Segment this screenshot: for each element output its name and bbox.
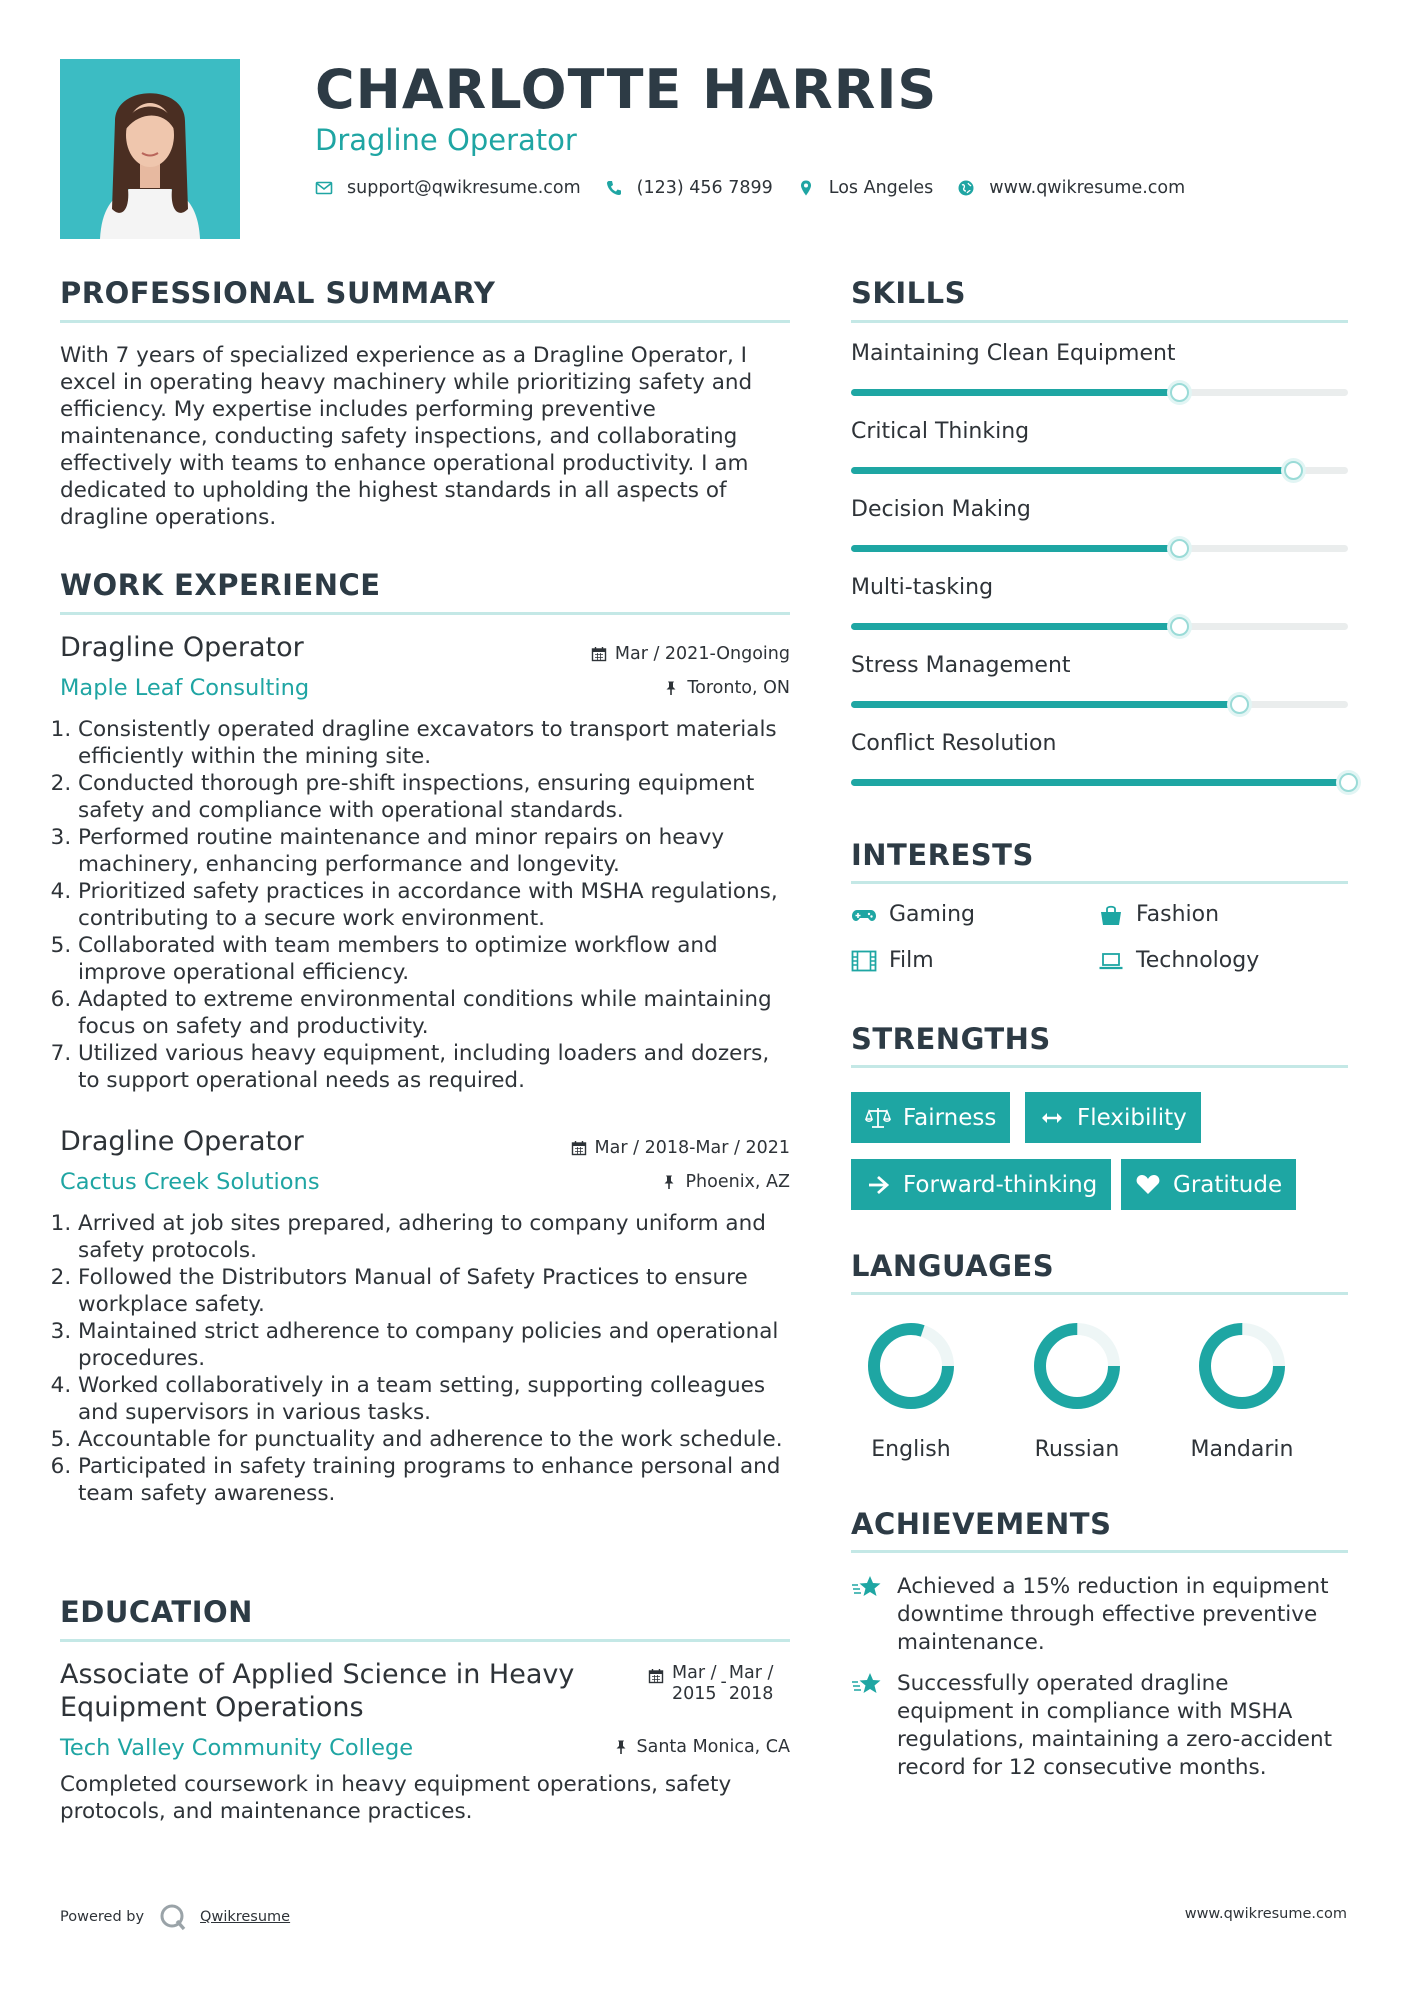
contact-email[interactable] bbox=[315, 178, 581, 198]
pushpin-icon bbox=[613, 1739, 629, 1755]
skills-divider bbox=[851, 320, 1348, 323]
gamepad-icon bbox=[851, 904, 877, 926]
job-2-location bbox=[661, 1171, 790, 1193]
film-icon bbox=[851, 950, 877, 972]
shopping-bag-icon bbox=[1098, 904, 1124, 926]
interest-technology bbox=[1098, 947, 1259, 975]
language-item bbox=[1012, 1316, 1142, 1464]
calendar-icon bbox=[648, 1668, 664, 1684]
skill-bar-knob bbox=[1339, 773, 1358, 792]
strength-label: Gratitude bbox=[1173, 1171, 1283, 1198]
interest-film bbox=[851, 947, 934, 975]
skills-heading: SKILLS bbox=[851, 276, 966, 310]
laptop-icon bbox=[1098, 950, 1124, 972]
strength-fairness bbox=[851, 1092, 1010, 1143]
skill-bar-knob bbox=[1170, 617, 1189, 636]
list-item: 6. Participated in safety training programs to enhance personal and team safety awareness. bbox=[78, 1453, 790, 1507]
contact-email-text: support@qwikresume.com bbox=[347, 178, 581, 198]
skill-label: Conflict Resolution bbox=[851, 731, 1057, 756]
achievements-heading: ACHIEVEMENTS bbox=[851, 1507, 1112, 1541]
list-item: 5. Accountable for punctuality and adherence to the work schedule. bbox=[78, 1426, 790, 1453]
contact-bar bbox=[315, 178, 1209, 198]
skill-bar-fill bbox=[851, 701, 1239, 708]
star-award-icon bbox=[851, 1670, 883, 1700]
job-1-title: Dragline Operator bbox=[60, 632, 304, 663]
skill-bar-fill bbox=[851, 467, 1293, 474]
star-award-icon bbox=[851, 1573, 883, 1603]
education-start bbox=[672, 1663, 717, 1705]
summary-text: With 7 years of specialized experience as a Dragline Operator, I excel in operating heavy machinery while prioritizing safety and efficiency. My expertise includes performing preventive maintenance, conducting safety inspections, and collaborating effectively with teams to enhance operational productivity. I am dedicated to upholding the highest standards in all aspects of dragline operations. bbox=[60, 343, 753, 530]
languages-divider bbox=[851, 1292, 1348, 1295]
language-ring bbox=[1192, 1316, 1292, 1416]
strength-flexibility bbox=[1025, 1092, 1201, 1143]
experience-heading: WORK EXPERIENCE bbox=[60, 568, 381, 602]
skill-bar-fill bbox=[851, 623, 1179, 630]
skill-bar bbox=[851, 779, 1348, 786]
list-item: 5. Collaborated with team members to optimize workflow and improve operational efficiency. bbox=[78, 932, 790, 986]
skill-bar-knob bbox=[1170, 539, 1189, 558]
arrows-horizontal-icon bbox=[1039, 1106, 1065, 1130]
candidate-title: Dragline Operator bbox=[315, 123, 577, 157]
interest-label: Fashion bbox=[1136, 902, 1220, 927]
strength-label: Flexibility bbox=[1077, 1104, 1187, 1131]
envelope-icon bbox=[315, 179, 333, 197]
summary-heading: PROFESSIONAL SUMMARY bbox=[60, 276, 496, 310]
strengths-divider bbox=[851, 1065, 1348, 1068]
qwikresume-logo-icon bbox=[158, 1902, 188, 1932]
education-location-text: Santa Monica, CA bbox=[636, 1737, 790, 1757]
language-label: English bbox=[871, 1437, 951, 1462]
list-item: 4. Worked collaboratively in a team setting, supporting colleagues and supervisors in various tasks. bbox=[78, 1372, 790, 1426]
language-label: Russian bbox=[1034, 1437, 1120, 1462]
education-end-month: Mar / bbox=[728, 1663, 774, 1683]
skill-label: Multi-tasking bbox=[851, 575, 994, 600]
job-1-company: Maple Leaf Consulting bbox=[60, 675, 310, 701]
list-item: 3. Maintained strict adherence to company policies and operational procedures. bbox=[78, 1318, 790, 1372]
skill-bar bbox=[851, 389, 1348, 396]
education-heading: EDUCATION bbox=[60, 1595, 253, 1629]
map-pin-icon bbox=[797, 179, 815, 197]
education-end-year: 2018 bbox=[728, 1684, 774, 1704]
education-end bbox=[729, 1663, 774, 1705]
education-description: Completed coursework in heavy equipment operations, safety protocols, and maintenance practices. bbox=[60, 1772, 732, 1824]
list-item: 4. Prioritized safety practices in accordance with MSHA regulations, contributing to a secure work environment. bbox=[78, 878, 790, 932]
skill-bar-fill bbox=[851, 545, 1179, 552]
qwikresume-link[interactable]: Qwikresume bbox=[200, 1909, 291, 1925]
globe-icon bbox=[957, 179, 975, 197]
achievement-item bbox=[851, 1573, 1348, 1657]
skill-bar-fill bbox=[851, 779, 1348, 786]
job-1-location bbox=[663, 677, 790, 699]
job-2-date-text: Mar / 2018-Mar / 2021 bbox=[594, 1138, 790, 1158]
pushpin-icon bbox=[661, 1174, 677, 1190]
calendar-icon bbox=[571, 1140, 587, 1156]
profile-photo bbox=[60, 59, 240, 239]
school-name: Tech Valley Community College bbox=[60, 1735, 414, 1761]
list-item: 3. Performed routine maintenance and minor repairs on heavy machinery, enhancing performance and longevity. bbox=[78, 824, 790, 878]
language-item bbox=[846, 1316, 976, 1464]
achievements-divider bbox=[851, 1550, 1348, 1553]
skill-bar bbox=[851, 545, 1348, 552]
education-start-year: 2015 bbox=[672, 1684, 717, 1704]
language-ring bbox=[861, 1316, 961, 1416]
job-1-date-text: Mar / 2021-Ongoing bbox=[614, 644, 790, 664]
strength-gratitude bbox=[1121, 1159, 1296, 1210]
education-date bbox=[648, 1663, 773, 1705]
achievement-text: Successfully operated dragline equipment in compliance with MSHA regulations, maintaining a zero-accident record for 12 consecutive months. bbox=[897, 1671, 1332, 1780]
job-2-location-text: Phoenix, AZ bbox=[685, 1172, 790, 1192]
strength-label: Fairness bbox=[903, 1104, 997, 1131]
balance-scale-icon bbox=[865, 1106, 891, 1130]
skill-bar-fill bbox=[851, 389, 1179, 396]
interest-label: Film bbox=[889, 948, 934, 973]
strength-label: Forward-thinking bbox=[903, 1171, 1098, 1198]
contact-website[interactable] bbox=[957, 178, 1185, 198]
strength-forward-thinking bbox=[851, 1159, 1111, 1210]
skill-label: Decision Making bbox=[851, 497, 1031, 522]
job-2-title: Dragline Operator bbox=[60, 1126, 304, 1157]
phone-icon bbox=[605, 179, 623, 197]
candidate-name: CHARLOTTE HARRIS bbox=[315, 58, 938, 121]
achievement-text: Achieved a 15% reduction in equipment downtime through effective preventive maintenance. bbox=[897, 1574, 1329, 1655]
skill-label: Stress Management bbox=[851, 653, 1071, 678]
footer-powered-by bbox=[60, 1902, 290, 1932]
skill-label: Critical Thinking bbox=[851, 419, 1030, 444]
contact-location bbox=[797, 178, 934, 198]
education-divider bbox=[60, 1639, 790, 1642]
interest-gaming bbox=[851, 901, 975, 929]
education-location bbox=[613, 1736, 791, 1758]
job-1-location-text: Toronto, ON bbox=[687, 678, 790, 698]
contact-location-text: Los Angeles bbox=[828, 178, 934, 198]
skill-bar-knob bbox=[1230, 695, 1249, 714]
list-item: 7. Utilized various heavy equipment, including loaders and dozers, to support operational needs as required. bbox=[78, 1040, 790, 1094]
footer-website[interactable]: www.qwikresume.com bbox=[1184, 1906, 1347, 1922]
date-separator: - bbox=[720, 1672, 727, 1692]
job-2-company: Cactus Creek Solutions bbox=[60, 1169, 320, 1195]
languages-heading: LANGUAGES bbox=[851, 1249, 1055, 1283]
language-ring bbox=[1027, 1316, 1127, 1416]
interests-heading: INTERESTS bbox=[851, 838, 1034, 872]
interest-fashion bbox=[1098, 901, 1219, 929]
skill-bar bbox=[851, 467, 1348, 474]
powered-by-text: Powered by bbox=[60, 1909, 145, 1925]
skill-bar bbox=[851, 701, 1348, 708]
list-item: 6. Adapted to extreme environmental conditions while maintaining focus on safety and productivity. bbox=[78, 986, 790, 1040]
heart-icon bbox=[1135, 1173, 1161, 1197]
job-1-date bbox=[591, 643, 790, 665]
interest-label: Technology bbox=[1136, 948, 1260, 973]
list-item: 1. Arrived at job sites prepared, adhering to company uniform and safety protocols. bbox=[78, 1210, 790, 1264]
skill-bar-knob bbox=[1284, 461, 1303, 480]
list-item: 2. Conducted thorough pre-shift inspections, ensuring equipment safety and compliance with operational standards. bbox=[78, 770, 790, 824]
skill-bar-knob bbox=[1170, 383, 1189, 402]
contact-website-text: www.qwikresume.com bbox=[989, 178, 1186, 198]
strengths-heading: STRENGTHS bbox=[851, 1022, 1051, 1056]
summary-divider bbox=[60, 320, 790, 323]
experience-divider bbox=[60, 612, 790, 615]
calendar-icon bbox=[591, 646, 607, 662]
arrow-right-icon bbox=[865, 1173, 891, 1197]
contact-phone-text: (123) 456 7899 bbox=[636, 178, 773, 198]
list-item: 1. Consistently operated dragline excavators to transport materials efficiently within the mining site. bbox=[78, 716, 790, 770]
job-1-bullets bbox=[60, 716, 790, 1094]
language-item bbox=[1177, 1316, 1307, 1464]
job-2-date bbox=[571, 1137, 790, 1159]
degree-title: Associate of Applied Science in Heavy Equipment Operations bbox=[60, 1659, 575, 1723]
contact-phone[interactable] bbox=[605, 178, 773, 198]
pushpin-icon bbox=[663, 680, 679, 696]
skill-label: Maintaining Clean Equipment bbox=[851, 341, 1176, 366]
skill-bar bbox=[851, 623, 1348, 630]
interest-label: Gaming bbox=[889, 902, 975, 927]
interests-divider bbox=[851, 881, 1348, 884]
list-item: 2. Followed the Distributors Manual of Safety Practices to ensure workplace safety. bbox=[78, 1264, 790, 1318]
education-start-month: Mar / bbox=[672, 1663, 717, 1683]
language-label: Mandarin bbox=[1190, 1437, 1294, 1462]
achievement-item bbox=[851, 1670, 1348, 1782]
job-2-bullets bbox=[60, 1210, 790, 1507]
